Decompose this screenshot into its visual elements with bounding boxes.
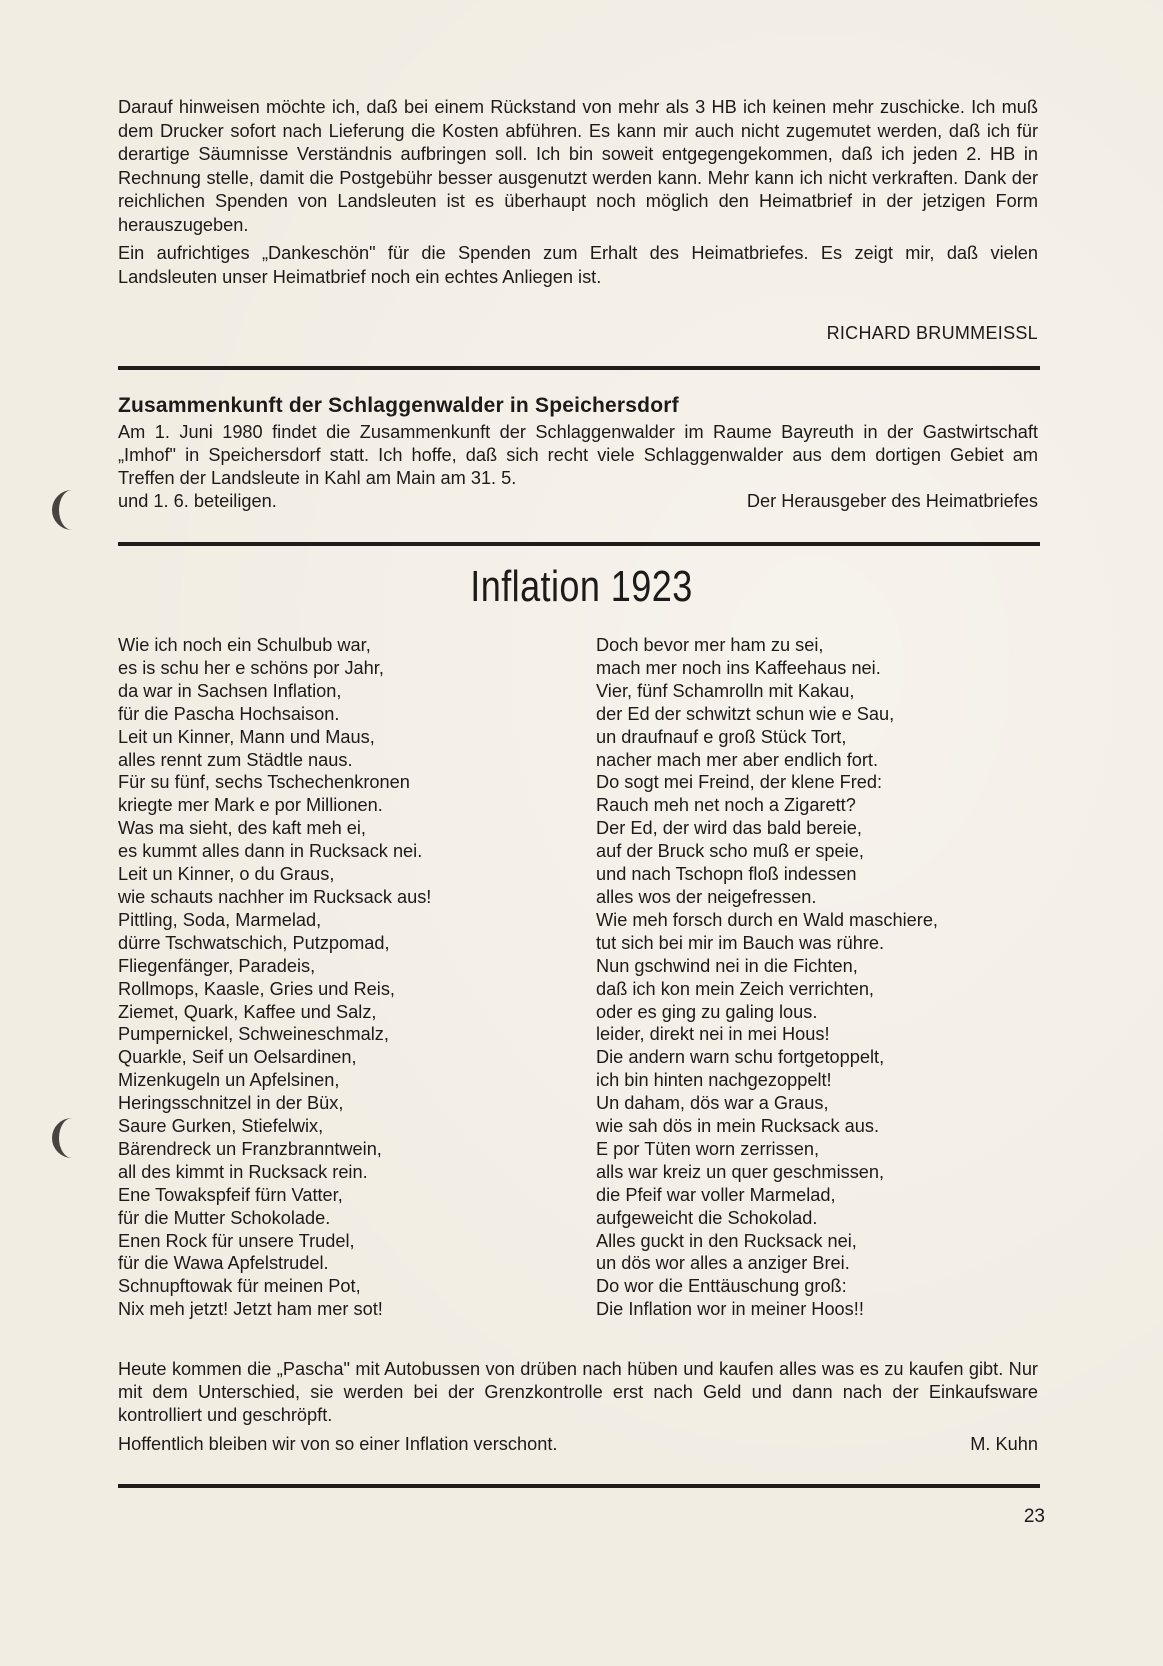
poem-line: Was ma sieht, des kaft meh ei, [118, 818, 366, 839]
intro-paragraph: Darauf hinweisen möchte ich, daß bei einem Rückstand von mehr als 3 HB ich keinen mehr zuschicke. Ich muß dem Drucker sofort nach Lieferung die Kosten abführen. Es kann mir auch nicht zugemutet werden, daß ich für derartige Säumnisse Verständnis aufbringen soll. Ich bin soweit entgegengekommen, daß ich jeden 2. HB in Rechnung stelle, damit die Postgebühr besser ausgenutzt werden kann. Mehr kann ich nicht verkraften. Dank der reichlichen Spenden von Landsleuten ist es überhaupt noch möglich den Heimatbrief in der jetzigen Form herauszugeben. [118, 97, 1038, 235]
poem-line: für die Wawa Apfelstrudel. [118, 1253, 329, 1274]
poem-line: alles rennt zum Städtle naus. [118, 749, 353, 770]
poem-line: Do sogt mei Freind, der klene Fred: [596, 772, 883, 793]
meeting-section [118, 394, 1038, 513]
poem-line: Leit un Kinner, o du Graus, [118, 864, 335, 885]
intro-paragraph: Ein aufrichtiges „Dankeschön" für die Spenden zum Erhalt des Heimatbriefes. Es zeigt mir, daß vielen Landsleuten unser Heimatbrief noch ein echtes Anliegen ist. [118, 243, 1038, 287]
poem-line: all des kimmt in Rucksack rein. [118, 1161, 368, 1182]
poem-line: Wie meh forsch durch en Wald maschiere, [596, 909, 938, 930]
poem-line: Der Ed, der wird das bald bereie, [596, 818, 862, 839]
poem-line: es kummt alles dann in Rucksack nei. [118, 841, 423, 862]
poem-title: Inflation 1923 [470, 562, 693, 611]
poem-line: Nun gschwind nei in die Fichten, [596, 955, 858, 976]
poem-line: tut sich bei mir im Bauch was rühre. [596, 932, 885, 953]
punch-hole-mark [52, 1118, 81, 1158]
closing-sentence: Hoffentlich bleiben wir von so einer Inflation verschont. [118, 1434, 558, 1454]
poem-line: Alles guckt in den Rucksack nei, [596, 1230, 857, 1251]
poem-line: Doch bevor mer ham zu sei, [596, 635, 824, 655]
poem-line: E por Tüten worn zerrissen, [596, 1138, 820, 1159]
closing-section [118, 1358, 1038, 1456]
poem-line: es is schu her e schöns por Jahr, [118, 657, 384, 678]
poem-line: Quarkle, Seif un Oelsardinen, [118, 1047, 357, 1068]
poem-line: wie sah dös in mein Rucksack aus. [596, 1116, 880, 1137]
poem-line: Ziemet, Quark, Kaffee und Salz, [118, 1001, 377, 1022]
meeting-signature: Der Herausgeber des Heimatbriefes [746, 491, 1038, 511]
poem-line: dürre Tschwatschich, Putzpomad, [118, 932, 390, 953]
poem-line: oder es ging zu galing lous. [596, 1001, 818, 1022]
poem-line: Pumpernickel, Schweineschmalz, [118, 1024, 389, 1045]
poem-line: Schnupftowak für meinen Pot, [118, 1276, 361, 1297]
poem-right-column [596, 634, 1046, 1321]
poem-line: da war in Sachsen Inflation, [118, 680, 342, 701]
poem-line: un dös wor alles a anziger Brei. [596, 1253, 850, 1274]
poem-line: Do wor die Enttäuschung groß: [596, 1276, 847, 1297]
poem-line: Bärendreck un Franzbranntwein, [118, 1138, 382, 1159]
section-divider [118, 542, 1040, 546]
poem-line: Pittling, Soda, Marmelad, [118, 909, 322, 930]
poem-line: Rollmops, Kaasle, Gries und Reis, [118, 978, 395, 999]
poem-line: für die Pascha Hochsaison. [118, 703, 340, 724]
poem-line: auf der Bruck scho muß er speie, [596, 841, 864, 862]
poem-line: ich bin hinten nachgezoppelt! [596, 1070, 832, 1091]
poem-line: mach mer noch ins Kaffeehaus nei. [596, 657, 881, 678]
poem-line: Leit un Kinner, Mann und Maus, [118, 726, 375, 747]
poem-line: Rauch meh net noch a Zigarett? [596, 795, 856, 816]
poem-line: der Ed der schwitzt schun wie e Sau, [596, 703, 895, 724]
poem-line: leider, direkt nei in mei Hous! [596, 1024, 830, 1045]
poem-line: Fliegenfänger, Paradeis, [118, 955, 316, 976]
closing-final-line [118, 1433, 1038, 1456]
poem-line: für die Mutter Schokolade. [118, 1207, 331, 1228]
poem-line: Für su fünf, sechs Tschechenkronen [118, 772, 410, 793]
poem-line: Saure Gurken, Stiefelwix, [118, 1116, 324, 1137]
poem-line: daß ich kon mein Zeich verrichten, [596, 978, 874, 999]
poem-line: Ene Towakspfeif fürn Vatter, [118, 1184, 343, 1205]
poem-line: alles wos der neigefressen. [596, 886, 817, 907]
page-number: 23 [1023, 1506, 1045, 1527]
intro-signature: RICHARD BRUMMEISSL [826, 323, 1038, 343]
poem-line: alls war kreiz un quer geschmissen, [596, 1161, 885, 1182]
poem-line: un draufnauf e groß Stück Tort, [596, 726, 847, 747]
meeting-body: Am 1. Juni 1980 findet die Zusammenkunft der Schlaggenwalder im Raume Bayreuth in der Gastwirtschaft „Imhof" in Speichersdorf statt. Ich hoffe, daß sich recht viele Schlaggenwalder aus dem dortigen Gebiet am Treffen der Landsleute in Kahl am Main am 31. 5. [118, 422, 1038, 488]
closing-paragraph: Heute kommen die „Pascha" mit Autobussen von drüben nach hüben und kaufen alles was es zu kaufen gibt. Nur mit dem Unterschied, sie werden bei der Grenzkontrolle erst nach Geld und dann nach der Einkaufsware kontrolliert und geschröpft. [118, 1359, 1038, 1425]
poem-line: Wie ich noch ein Schulbub war, [118, 635, 371, 655]
poem-left-column [118, 634, 558, 1321]
poem-line: Vier, fünf Schamrolln mit Kakau, [596, 680, 855, 701]
poem-line: Nix meh jetzt! Jetzt ham mer sot! [118, 1299, 383, 1320]
poem-line: Mizenkugeln un Apfelsinen, [118, 1070, 340, 1091]
poem-line: Die Inflation wor in meiner Hoos!! [596, 1299, 864, 1320]
poem-line: und nach Tschopn floß indessen [596, 864, 857, 885]
poem-line: aufgeweicht die Schokolad. [596, 1207, 818, 1228]
poem-line: kriegte mer Mark e por Millionen. [118, 795, 383, 816]
poem-line: Die andern warn schu fortgetoppelt, [596, 1047, 885, 1068]
meeting-heading: Zusammenkunft der Schlaggenwalder in Speichersdorf [118, 394, 679, 417]
punch-hole-mark [52, 490, 81, 530]
meeting-body-end: und 1. 6. beteiligen. [118, 491, 277, 511]
poem-line: die Pfeif war voller Marmelad, [596, 1184, 836, 1205]
intro-section [118, 96, 1038, 289]
section-divider [118, 366, 1040, 370]
poem-line: Enen Rock für unsere Trudel, [118, 1230, 355, 1251]
closing-author: M. Kuhn [970, 1434, 1038, 1454]
poem-line: nacher mach mer aber endlich fort. [596, 749, 879, 770]
poem-line: Un daham, dös war a Graus, [596, 1093, 829, 1114]
poem-line: wie schauts nachher im Rucksack aus! [118, 886, 432, 907]
poem-line: Heringsschnitzel in der Büx, [118, 1093, 344, 1114]
meeting-last-line [118, 490, 1038, 513]
footer-divider [118, 1484, 1040, 1488]
